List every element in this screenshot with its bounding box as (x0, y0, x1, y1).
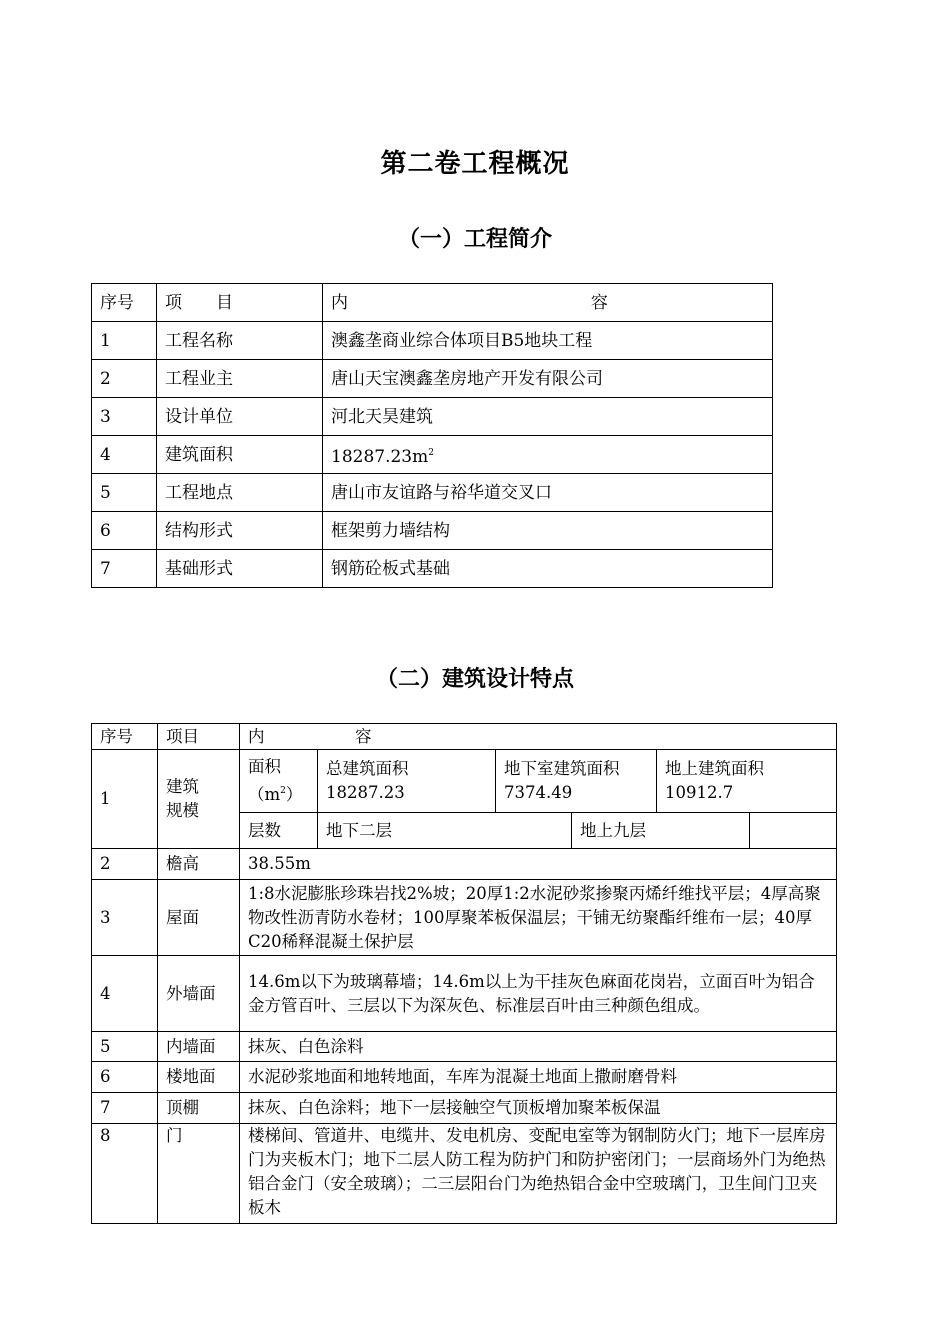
area-label: 面积 (248, 757, 281, 776)
area-unit-text: （m (248, 785, 281, 804)
table-header-row (92, 724, 837, 750)
table-row (92, 1124, 837, 1224)
row-item: 屋面 (158, 880, 240, 956)
table-row (92, 750, 837, 813)
header-item: 项目 (158, 724, 240, 750)
row-item: 结构形式 (157, 512, 323, 550)
row-content: 水泥砂浆地面和地转地面，车库为混凝土地面上撒耐磨骨料 (240, 1062, 837, 1093)
table-header-row (92, 284, 773, 322)
table-row (92, 512, 773, 550)
row-no: 6 (92, 512, 157, 550)
row-no: 5 (92, 1032, 158, 1062)
area-unit (248, 779, 309, 807)
row-item: 设计单位 (157, 398, 323, 436)
total-area-cell (318, 750, 496, 813)
table-row (92, 360, 773, 398)
row-item: 门 (158, 1124, 240, 1224)
section-1-heading: （一）工程简介 (397, 227, 552, 252)
area-value: 18287.23m (331, 446, 429, 467)
row-item: 工程地点 (157, 474, 323, 512)
table-row (92, 956, 837, 1032)
row-content: 1:8水泥膨胀珍珠岩找2%坡；20厚1:2水泥砂浆掺聚丙烯纤维找平层；4厚高聚物改性沥青防水卷材；100厚聚苯板保温层；干铺无纺聚酯纤维布一层；40厚C20稀释混凝土保护层 (240, 880, 837, 956)
row-content: 抹灰、白色涂料 (240, 1032, 837, 1062)
table-row (92, 474, 773, 512)
table-row (92, 322, 773, 360)
basement-area-cell (496, 750, 657, 813)
design-features-table (91, 723, 837, 1224)
header-no: 序号 (92, 284, 157, 322)
row-content: 14.6m以下为玻璃幕墙；14.6m以上为干挂灰色麻面花岗岩，立面百叶为铝合金方管百叶、三层以下为深灰色、标准层百叶由三种颜色组成。 (240, 956, 837, 1032)
row-no: 2 (92, 360, 157, 398)
row-no: 4 (92, 436, 157, 474)
row-no: 3 (92, 880, 158, 956)
empty-cell (750, 813, 837, 849)
basement-area-value: 7374.49 (504, 783, 573, 802)
row-item: 顶棚 (158, 1093, 240, 1124)
row-content: 唐山市友谊路与裕华道交叉口 (323, 474, 773, 512)
total-area-value: 18287.23 (326, 783, 405, 802)
header-content-right: 容 (590, 292, 608, 313)
row-item (158, 750, 240, 849)
row-item: 檐高 (158, 849, 240, 880)
row-content: 38.55m (240, 849, 837, 880)
above-ground-area-label: 地上建筑面积 (665, 759, 764, 778)
row-item: 基础形式 (157, 550, 323, 588)
row-content: 钢筋砼板式基础 (323, 550, 773, 588)
row-no: 5 (92, 474, 157, 512)
floors-label: 层数 (240, 813, 318, 849)
area-unit-close: ） (285, 785, 303, 804)
row-no: 4 (92, 956, 158, 1032)
section-2-heading: （二）建筑设计特点 (375, 667, 574, 692)
row-content (323, 436, 773, 474)
table-row (92, 849, 837, 880)
table-row (92, 436, 773, 474)
above-ground-area-value: 10912.7 (665, 783, 734, 802)
project-overview-table (91, 283, 773, 588)
row-item: 内墙面 (158, 1032, 240, 1062)
row-content: 楼梯间、管道井、电缆井、发电机房、变配电室等为钢制防火门；地下一层库房门为夹板木门；地下二层人防工程为防护门和防护密闭门；一层商场外门为绝热铝合金门（安全玻璃）；二三层阳台门为绝热铝合金中空玻璃门，卫生间门卫夹板木 (240, 1124, 837, 1224)
row-content: 河北天昊建筑 (323, 398, 773, 436)
row-item: 工程业主 (157, 360, 323, 398)
row-item: 外墙面 (158, 956, 240, 1032)
row-no: 1 (92, 750, 158, 849)
basement-area-label: 地下室建筑面积 (504, 759, 620, 778)
table-row (92, 398, 773, 436)
row-no: 3 (92, 398, 157, 436)
row-item: 工程名称 (157, 322, 323, 360)
table-row (92, 1032, 837, 1062)
row-item: 楼地面 (158, 1062, 240, 1093)
area-label-cell (240, 750, 318, 813)
scale-item-line2: 规模 (166, 801, 199, 820)
row-no: 7 (92, 1093, 158, 1124)
table-row (92, 880, 837, 956)
header-no: 序号 (92, 724, 158, 750)
document-title: 第二卷工程概况 (380, 149, 570, 179)
row-content: 抹灰、白色涂料；地下一层接触空气顶板增加聚苯板保温 (240, 1093, 837, 1124)
area-unit-sup: 2 (428, 447, 434, 458)
table-row (92, 1093, 837, 1124)
row-content: 唐山天宝澳鑫垄房地产开发有限公司 (323, 360, 773, 398)
row-no: 8 (92, 1124, 158, 1224)
total-area-label: 总建筑面积 (326, 759, 409, 778)
header-content (323, 284, 773, 322)
floors-below: 地下二层 (318, 813, 572, 849)
floors-above: 地上九层 (572, 813, 750, 849)
area-unit-sup: 2 (280, 786, 286, 796)
header-content-left: 内 (331, 292, 348, 313)
header-item: 项 目 (157, 284, 323, 322)
row-no: 1 (92, 322, 157, 360)
row-no: 7 (92, 550, 157, 588)
table-row (92, 1062, 837, 1093)
row-no: 6 (92, 1062, 158, 1093)
header-content-left: 内 (248, 726, 265, 746)
scale-item-line1: 建筑 (166, 777, 199, 796)
row-content: 澳鑫垄商业综合体项目B5地块工程 (323, 322, 773, 360)
header-content-right: 容 (355, 726, 372, 746)
header-content (240, 724, 837, 750)
row-no: 2 (92, 849, 158, 880)
table-row (92, 550, 773, 588)
row-item: 建筑面积 (157, 436, 323, 474)
above-ground-area-cell (657, 750, 837, 813)
row-content: 框架剪力墙结构 (323, 512, 773, 550)
